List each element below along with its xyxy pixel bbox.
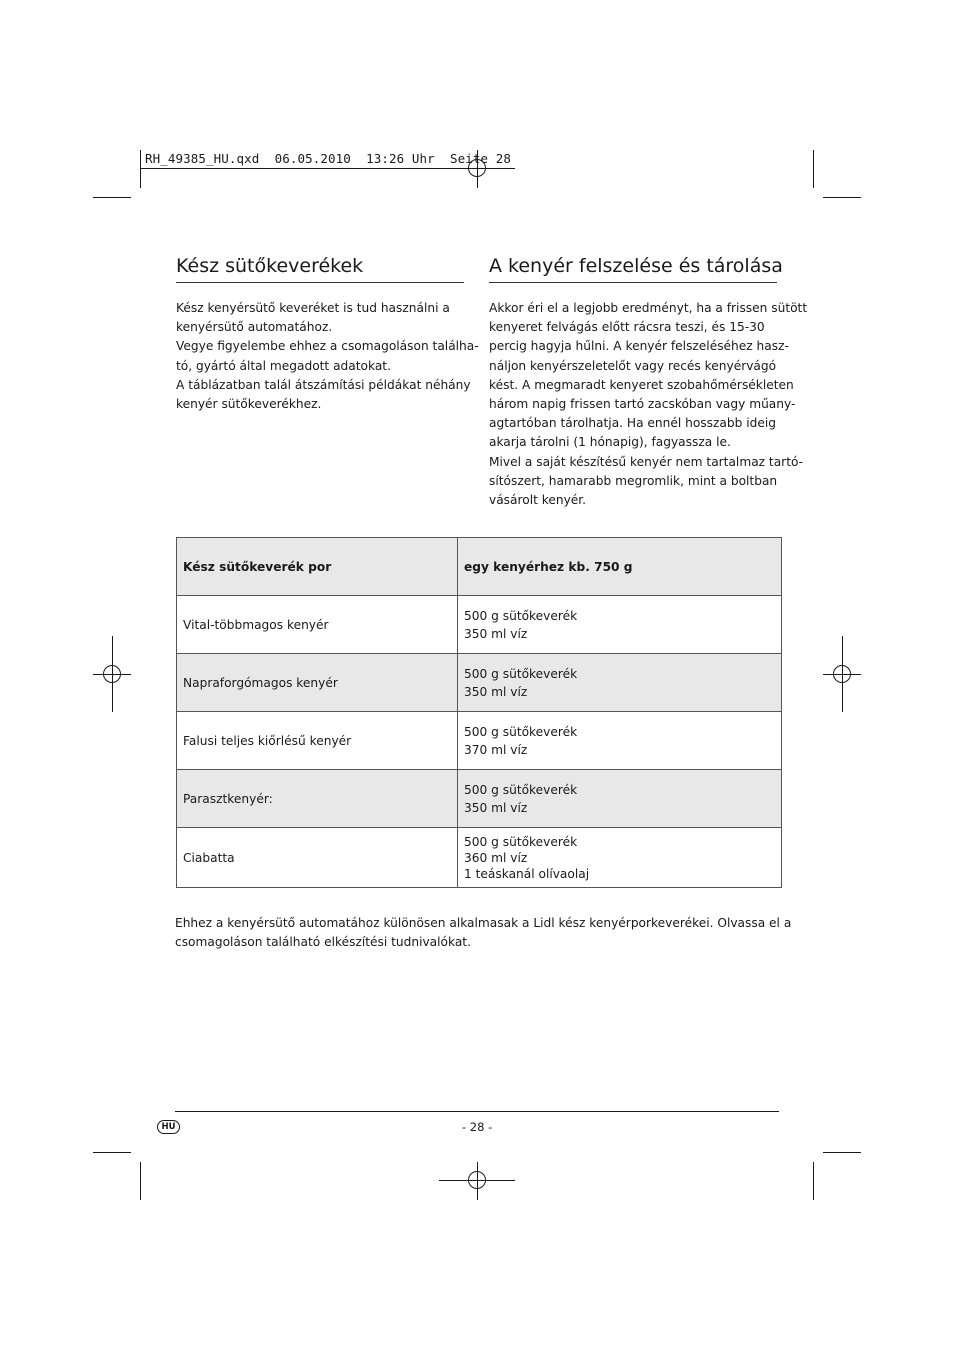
amount-line: 350 ml víz — [464, 800, 528, 815]
section-heading-slicing-storage: A kenyér felszelése és tárolása — [489, 255, 783, 277]
slicing-storage-paragraph — [489, 299, 807, 510]
lidl-mix-note — [175, 914, 791, 952]
text-line: Vegye figyelembe ehhez a csomagoláson találha- — [176, 339, 479, 354]
bread-name-cell: Vital-többmagos kenyér — [177, 596, 458, 654]
text-line: Mivel a saját készítésű kenyér nem tartalmaz tartó- — [489, 454, 804, 469]
text-line: sítószert, hamarabb megromlik, mint a boltban — [489, 473, 778, 488]
text-line: kenyeret felvágás előtt rácsra teszi, és 15-30 — [489, 320, 765, 335]
table-row — [177, 654, 782, 712]
amount-line: 500 g sütőkeverék — [464, 782, 578, 797]
section-slicing-storage — [489, 255, 808, 508]
table-header-cell: egy kenyérhez kb. 750 g — [458, 538, 782, 596]
table-header-cell: Kész sütőkeverék por — [177, 538, 458, 596]
amount-line: 370 ml víz — [464, 742, 528, 757]
amount-line: 350 ml víz — [464, 626, 528, 641]
amounts-cell — [458, 712, 782, 770]
table-row — [177, 828, 782, 888]
amount-line: 1 teáskanál olívaolaj — [464, 866, 590, 881]
text-line: kenyérsütő automatához. — [176, 320, 333, 335]
text-line: három napig frissen tartó zacskóban vagy műany- — [489, 397, 796, 412]
heading-rule — [489, 282, 777, 283]
table-header-row — [177, 538, 782, 596]
amount-line: 500 g sütőkeverék — [464, 666, 578, 681]
text-line: tó, gyártó által megadott adatokat. — [176, 358, 391, 373]
language-badge: HU — [157, 1120, 180, 1134]
table-row — [177, 770, 782, 828]
amount-line: 500 g sütőkeverék — [464, 724, 578, 739]
text-line: Akkor éri el a legjobb eredményt, ha a frissen sütött — [489, 301, 808, 315]
amounts-cell — [458, 828, 782, 888]
amount-line: 500 g sütőkeverék — [464, 834, 578, 849]
text-line: kést. A megmaradt kenyeret szobahőmérsékleten — [489, 377, 794, 392]
text-line: csomagoláson található elkészítési tudnivalókat. — [175, 935, 471, 949]
ready-mixes-paragraph — [176, 299, 479, 414]
bread-name-cell: Napraforgómagos kenyér — [177, 654, 458, 712]
text-line: Ehhez a kenyérsütő automatához különösen alkalmasak a Lidl kész kenyérporkeverékei. Olvassa el a — [175, 916, 792, 930]
text-line: akarja tárolni (1 hónapig), fagyassza le. — [489, 435, 731, 450]
bread-mix-table — [176, 537, 782, 888]
bread-name-cell: Falusi teljes kiőrlésű kenyér — [177, 712, 458, 770]
bread-name-cell: Ciabatta — [177, 828, 458, 888]
text-line: vásárolt kenyér. — [489, 493, 587, 508]
page-number: - 28 - — [462, 1120, 493, 1134]
text-line: A táblázatban talál átszámítási példákat néhány — [176, 377, 471, 392]
heading-rule — [176, 282, 464, 283]
print-slug: RH_49385_HU.qxd 06.05.2010 13:26 Uhr Seite 28 — [145, 151, 512, 166]
amount-line: 360 ml víz — [464, 850, 528, 865]
amount-line: 500 g sütőkeverék — [464, 608, 578, 623]
text-line: náljon kenyérszeletelőt vagy recés kenyérvágó — [489, 358, 777, 373]
footer-rule — [175, 1111, 779, 1112]
amount-line: 350 ml víz — [464, 684, 528, 699]
table-row — [177, 596, 782, 654]
amounts-cell — [458, 654, 782, 712]
text-line: agtartóban tárolhatja. Ha ennél hosszabb ideig — [489, 416, 776, 431]
section-ready-mixes — [176, 255, 479, 412]
text-line: kenyér sütőkeverékhez. — [176, 397, 322, 412]
bread-name-cell: Parasztkenyér: — [177, 770, 458, 828]
text-line: Kész kenyérsütő keveréket is tud használni a — [176, 301, 450, 315]
amounts-cell — [458, 770, 782, 828]
section-heading-ready-mixes: Kész sütőkeverékek — [176, 255, 364, 277]
amounts-cell — [458, 596, 782, 654]
text-line: percig hagyja hűlni. A kenyér felszeléséhez hasz- — [489, 339, 789, 354]
table-row — [177, 712, 782, 770]
